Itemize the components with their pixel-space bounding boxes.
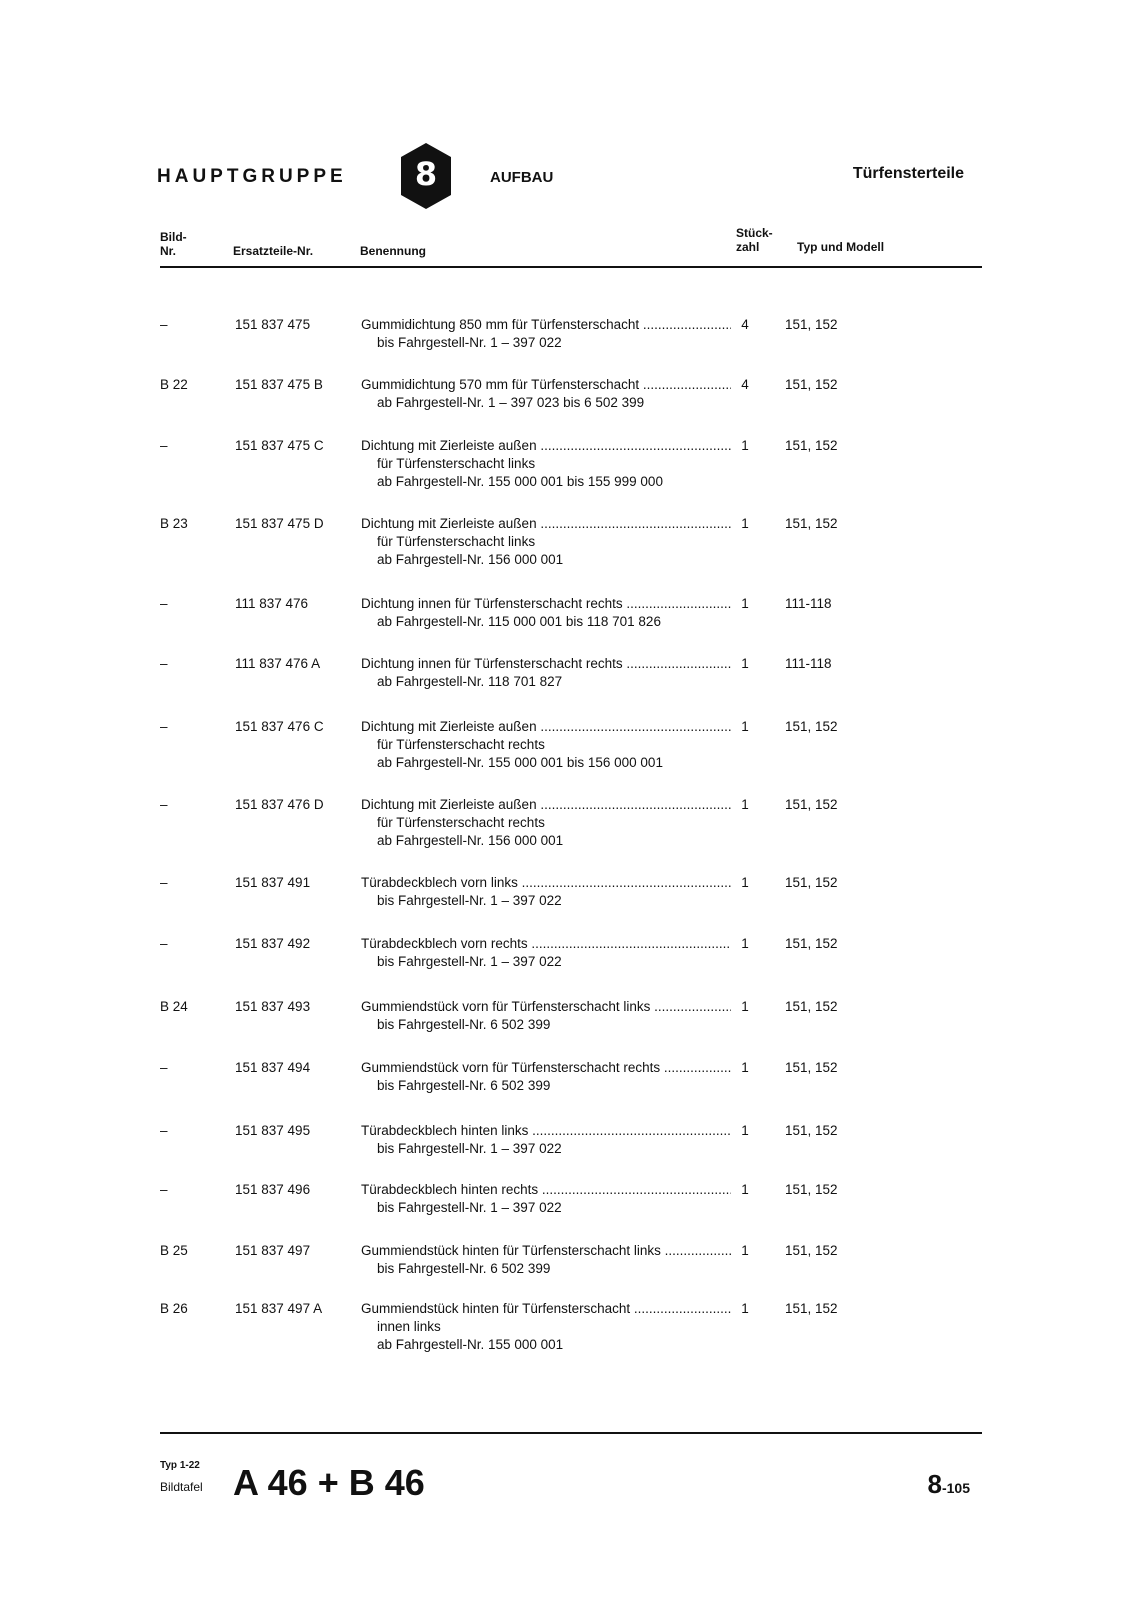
- type-model: 151, 152: [785, 797, 838, 812]
- part-number: 111 837 476: [235, 596, 309, 611]
- description-detail: für Türfensterschacht rechts: [377, 815, 545, 830]
- part-number: 111 837 476 A: [235, 656, 321, 671]
- description-detail: ab Fahrgestell-Nr. 155 000 001: [377, 1337, 564, 1352]
- col-header-ersatzteile: Ersatzteile-Nr.: [233, 244, 314, 258]
- bild-nr: –: [160, 719, 168, 734]
- quantity: 1: [741, 438, 749, 453]
- description-title: Dichtung innen für Türfensterschacht rechts .....: [361, 595, 731, 613]
- part-number: 151 837 475 B: [235, 377, 323, 392]
- description-title: Gummiendstück vorn für Türfensterschacht rechts .....: [361, 1059, 731, 1077]
- part-number: 151 837 476 C: [235, 719, 324, 734]
- description: [361, 718, 731, 772]
- bild-nr: B 24: [160, 999, 188, 1014]
- bild-nr: –: [160, 1123, 168, 1138]
- description: [361, 1300, 731, 1354]
- type-model: 111-118: [785, 596, 832, 611]
- type-model: 111-118: [785, 656, 832, 671]
- description-title: Dichtung mit Zierleiste außen .....: [361, 718, 731, 736]
- quantity: 4: [741, 317, 749, 332]
- description-title: Gummiendstück hinten für Türfensterschacht links .....: [361, 1242, 731, 1260]
- description-detail: ab Fahrgestell-Nr. 156 000 001: [377, 552, 564, 567]
- quantity: 1: [741, 719, 749, 734]
- part-number: 151 837 497: [235, 1243, 311, 1258]
- description-detail: für Türfensterschacht links: [377, 534, 536, 549]
- bild-nr: –: [160, 797, 168, 812]
- description-title: Dichtung mit Zierleiste außen .....: [361, 437, 731, 455]
- col-header-stueckzahl: Stück- zahl: [736, 226, 773, 254]
- part-number: 151 837 493: [235, 999, 311, 1014]
- part-number: 151 837 491: [235, 875, 311, 890]
- description-detail: ab Fahrgestell-Nr. 1 – 397 023 bis 6 502 399: [377, 395, 645, 410]
- description-title: Türabdeckblech vorn rechts .....: [361, 935, 731, 953]
- bild-nr: –: [160, 936, 168, 951]
- description-detail: bis Fahrgestell-Nr. 1 – 397 022: [377, 335, 562, 350]
- description-detail: ab Fahrgestell-Nr. 115 000 001 bis 118 701 826: [377, 614, 661, 629]
- quantity: 1: [741, 875, 749, 890]
- description: [361, 515, 731, 569]
- footer-plate-number: A 46 + B 46: [233, 1462, 425, 1503]
- quantity: 1: [741, 1301, 749, 1316]
- description-detail: innen links: [377, 1319, 441, 1334]
- part-number: 151 837 476 D: [235, 797, 324, 812]
- type-model: 151, 152: [785, 1301, 838, 1316]
- description-title: Dichtung innen für Türfensterschacht rechts .....: [361, 655, 731, 673]
- quantity: 1: [741, 936, 749, 951]
- description-detail: bis Fahrgestell-Nr. 6 502 399: [377, 1017, 551, 1032]
- description: [361, 316, 731, 352]
- description: [361, 595, 731, 631]
- quantity: 1: [741, 596, 749, 611]
- part-number: 151 837 492: [235, 936, 311, 951]
- type-model: 151, 152: [785, 999, 838, 1014]
- description-title: Türabdeckblech hinten rechts .....: [361, 1181, 731, 1199]
- description-title: Türabdeckblech vorn links .....: [361, 874, 731, 892]
- description-detail: ab Fahrgestell-Nr. 118 701 827: [377, 674, 563, 689]
- description-detail: ab Fahrgestell-Nr. 156 000 001: [377, 833, 564, 848]
- bild-nr: –: [160, 317, 168, 332]
- footer-bildtafel-label: Bildtafel: [160, 1480, 203, 1494]
- description-title: Gummidichtung 850 mm für Türfensterschacht .....: [361, 316, 731, 334]
- part-number: 151 837 494: [235, 1060, 311, 1075]
- type-model: 151, 152: [785, 516, 838, 531]
- col-header-bild: Bild- Nr.: [160, 230, 187, 258]
- section-title: Türfensterteile: [852, 165, 964, 182]
- bild-nr: –: [160, 875, 168, 890]
- quantity: 1: [741, 1060, 749, 1075]
- quantity: 1: [741, 1182, 749, 1197]
- footer-rule: [160, 1432, 982, 1434]
- header-rule: [160, 266, 982, 268]
- description-detail: bis Fahrgestell-Nr. 6 502 399: [377, 1078, 551, 1093]
- part-number: 151 837 496: [235, 1182, 311, 1197]
- group-name: AUFBAU: [490, 169, 554, 186]
- type-model: 151, 152: [785, 1182, 838, 1197]
- description-title: Dichtung mit Zierleiste außen .....: [361, 796, 731, 814]
- description: [361, 1242, 731, 1278]
- description-title: Gummiendstück hinten für Türfensterschacht .....: [361, 1300, 731, 1318]
- quantity: 1: [741, 1243, 749, 1258]
- description: [361, 796, 731, 850]
- part-number: 151 837 475 C: [235, 438, 324, 453]
- bild-nr: B 23: [160, 516, 188, 531]
- description-title: Türabdeckblech hinten links .....: [361, 1122, 731, 1140]
- type-model: 151, 152: [785, 1123, 838, 1138]
- description-detail: für Türfensterschacht links: [377, 456, 536, 471]
- type-model: 151, 152: [785, 438, 838, 453]
- type-model: 151, 152: [785, 1243, 838, 1258]
- part-number: 151 837 475 D: [235, 516, 324, 531]
- description-detail: bis Fahrgestell-Nr. 1 – 397 022: [377, 1141, 562, 1156]
- bild-nr: –: [160, 1060, 168, 1075]
- description-detail: bis Fahrgestell-Nr. 1 – 397 022: [377, 954, 562, 969]
- description-detail: bis Fahrgestell-Nr. 1 – 397 022: [377, 893, 562, 908]
- description: [361, 874, 731, 910]
- description-detail: ab Fahrgestell-Nr. 155 000 001 bis 156 000 001: [377, 755, 663, 770]
- bild-nr: –: [160, 438, 168, 453]
- type-model: 151, 152: [785, 936, 838, 951]
- description-detail: bis Fahrgestell-Nr. 6 502 399: [377, 1261, 551, 1276]
- quantity: 1: [741, 516, 749, 531]
- description-title: Gummiendstück vorn für Türfensterschacht links .....: [361, 998, 731, 1016]
- quantity: 1: [741, 1123, 749, 1138]
- description: [361, 655, 731, 691]
- group-label: HAUPTGRUPPE: [157, 166, 347, 187]
- description: [361, 437, 731, 491]
- part-number: 151 837 475: [235, 317, 311, 332]
- page-number: 8-105: [927, 1469, 970, 1499]
- description-title: Dichtung mit Zierleiste außen .....: [361, 515, 731, 533]
- group-number: 8: [414, 155, 438, 193]
- type-model: 151, 152: [785, 719, 838, 734]
- description: [361, 1059, 731, 1095]
- description: [361, 376, 731, 412]
- col-header-benennung: Benennung: [360, 244, 426, 258]
- description-title: Gummidichtung 570 mm für Türfensterschacht .....: [361, 376, 731, 394]
- bild-nr: –: [160, 1182, 168, 1197]
- type-model: 151, 152: [785, 377, 838, 392]
- type-model: 151, 152: [785, 875, 838, 890]
- description: [361, 1122, 731, 1158]
- bild-nr: B 26: [160, 1301, 188, 1316]
- bild-nr: B 25: [160, 1243, 188, 1258]
- footer-typ: Typ 1-22: [160, 1460, 200, 1471]
- part-number: 151 837 497 A: [235, 1301, 323, 1316]
- quantity: 1: [741, 797, 749, 812]
- description-detail: bis Fahrgestell-Nr. 1 – 397 022: [377, 1200, 562, 1215]
- quantity: 1: [741, 656, 749, 671]
- description: [361, 1181, 731, 1217]
- type-model: 151, 152: [785, 1060, 838, 1075]
- bild-nr: –: [160, 656, 168, 671]
- quantity: 4: [741, 377, 749, 392]
- description: [361, 998, 731, 1034]
- bild-nr: B 22: [160, 377, 188, 392]
- bild-nr: –: [160, 596, 168, 611]
- part-number: 151 837 495: [235, 1123, 311, 1138]
- description-detail: für Türfensterschacht rechts: [377, 737, 545, 752]
- col-header-typ: Typ und Modell: [797, 240, 885, 254]
- description-detail: ab Fahrgestell-Nr. 155 000 001 bis 155 999 000: [377, 474, 663, 489]
- quantity: 1: [741, 999, 749, 1014]
- type-model: 151, 152: [785, 317, 838, 332]
- description: [361, 935, 731, 971]
